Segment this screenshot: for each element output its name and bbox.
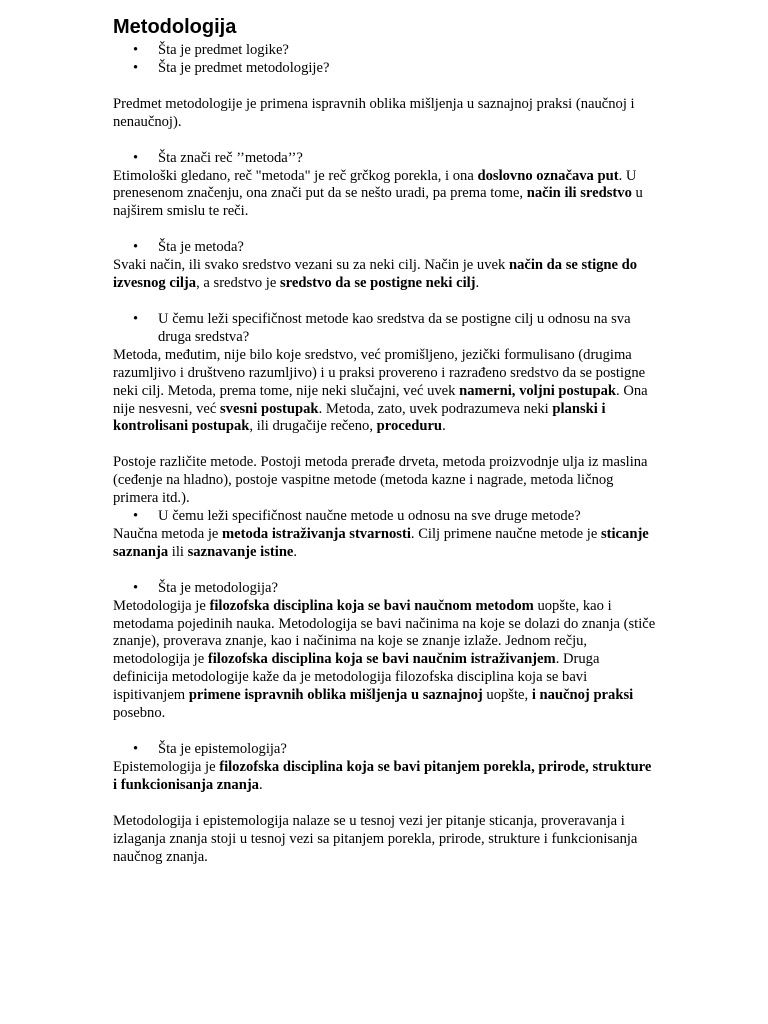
paragraph-epistemology: Epistemologija je filozofska disciplina koja se bavi pitanjem porekla, prirode, strukture i funkcionisanja znanja. xyxy=(113,758,652,793)
question-list xyxy=(113,239,658,257)
question-list xyxy=(113,741,658,759)
page-title: Metodologija xyxy=(113,16,237,38)
question-bullet: • Šta je metodologija? xyxy=(113,580,658,598)
question-bullet: • Šta je metoda? xyxy=(113,239,658,257)
paragraph-etymology: Etimološki gledano, reč "metoda" je reč grčkog porekla, i ona doslovno označava put. U prenesenom značenju, ona znači put da se nešto uradi, pa prema tome, način ili sredstvo u najširem smislu te reči. xyxy=(113,167,643,220)
paragraph-subject: Predmet metodologije je primena ispravnih oblika mišljenja u saznajnoj praksi (naučnoj i nenaučnoj). xyxy=(113,95,635,130)
question-bullet: • Šta je epistemologija? xyxy=(113,741,658,759)
question-list xyxy=(113,150,658,168)
question-bullet: • Šta je predmet logike? xyxy=(113,42,658,60)
paragraph-method-examples: Postoje različite metode. Postoji metoda prerađe drveta, metoda proizvodnje ulja iz maslina (ceđenje na hladno), postoje vaspitne metode (metoda kazne i nagrade, metoda ličnog primera itd.). xyxy=(113,454,648,507)
question-bullet: • U čemu leži specifičnost metode kao sredstva da se postigne cilj u odnosu na sva druga sredstva? xyxy=(113,311,658,347)
paragraph-relation: Metodologija i epistemologija nalaze se u tesnoj vezi jer pitanje sticanja, proveravanja i izlaganja znanja stoji u tesnoj vezi sa pitanjem porekla, prirode, strukture i funkcionisanja naučnog znanja. xyxy=(113,812,638,865)
paragraph-scientific-method: Naučna metoda je metoda istraživanja stvarnosti. Cilj primene naučne metode je sticanje saznanja ili saznavanje istine. xyxy=(113,525,649,560)
paragraph-methodology: Metodologija je filozofska disciplina koja se bavi naučnom metodom uopšte, kao i metodama pojedinih nauka. Metodologija se bavi načinima na koje se dolazi do znanja (stiče znanje), proverava znanje, kao i načinima na koje se znanje izlaže. Jednom rečju, metodologija je filozofska disciplina koja se bavi naučnim istraživanjem. Druga definicija metodologije kaže da je metodologija filozofska disciplina koja se bavi ispitivanjem primene ispravnih oblika mišljenja u saznajnoj uopšte, i naučnoj praksi posebno. xyxy=(113,597,656,722)
question-list xyxy=(113,311,658,347)
document-page xyxy=(113,14,658,866)
paragraph-method-specificity: Metoda, međutim, nije bilo koje sredstvo, već promišljeno, jezički formulisano (drugima razumljivo i društveno razumljivo) i u praksi provereno i razrađeno sredstvo da se postigne neki cilj. Metoda, prema tome, nije neki slučajni, već uvek namerni, voljni postupak. Ona nije nesvesni, već svesni postupak. Metoda, zato, uvek podrazumeva neki planski i kontrolisani postupak, ili drugačije rečeno, proceduru. xyxy=(113,346,648,435)
question-list xyxy=(113,508,658,526)
question-bullet: • Šta je predmet metodologije? xyxy=(113,60,658,78)
question-bullet: • U čemu leži specifičnost naučne metode u odnosu na sve druge metode? xyxy=(113,508,658,526)
question-bullet: • Šta znači reč ’’metoda’’? xyxy=(113,150,658,168)
paragraph-method-definition: Svaki način, ili svako sredstvo vezani su za neki cilj. Način je uvek način da se stigne do izvesnog cilja, a sredstvo je sredstvo da se postigne neki cilj. xyxy=(113,257,638,292)
intro-question-list xyxy=(113,42,658,78)
question-list xyxy=(113,580,658,598)
